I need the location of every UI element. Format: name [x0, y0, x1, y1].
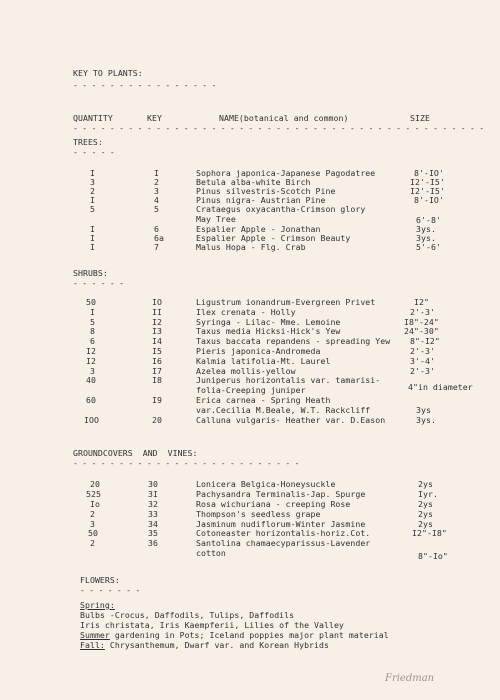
row-qty: 6 [90, 336, 95, 346]
row-size: 2'-3' [410, 307, 435, 317]
row-key: I7 [152, 366, 162, 376]
row-name: Syringa - Lilac- Mme. Lemoine [196, 317, 341, 327]
fall-line [80, 640, 329, 650]
row-name: Kalmia latifolia-Mt. Laurel [196, 356, 331, 366]
groundcovers-heading: GROUNDCOVERS AND VINES: [73, 448, 198, 458]
flowers-underline: - - - - - - - [80, 586, 141, 595]
header-key: KEY [147, 113, 162, 123]
trees-underline: - - - - - [73, 148, 115, 157]
signature: Friedman [385, 673, 435, 684]
row-name: Thompson's seedless grape [196, 509, 321, 519]
row-size: I2'-I5' [410, 186, 445, 196]
row-qty: 8 [90, 326, 95, 336]
header-quantity: QUANTITY [73, 113, 113, 123]
row-key: 6 [154, 224, 159, 234]
header-name: NAME(botanical and common) [219, 113, 349, 123]
row-name: Espalier Apple - Crimson Beauty [196, 233, 351, 243]
row-size: 2ys [418, 479, 433, 489]
row-name: Pieris japonica-Andromeda [196, 346, 321, 356]
row-name: May Tree [196, 214, 236, 224]
row-qty: 5 [90, 204, 95, 214]
row-size: 3ys. [416, 224, 436, 234]
row-name: Lonicera Belgica-Honeysuckle [196, 479, 336, 489]
shrubs-underline: - - - - - - [73, 279, 124, 288]
row-qty: I [90, 233, 95, 243]
row-qty: 2 [90, 538, 95, 548]
row-size: I8"-24" [404, 317, 439, 327]
row-size: 8'-IO' [414, 195, 444, 205]
row-name: Jasminum nudiflorum-Winter Jasmine [196, 519, 366, 529]
row-qty: 2 [90, 509, 95, 519]
row-size: 3ys [416, 405, 431, 415]
row-key: 7 [154, 242, 159, 252]
row-key: I6 [152, 356, 162, 366]
summer-line [80, 630, 389, 640]
row-key: I9 [152, 395, 162, 405]
summer-label: Summer [80, 630, 110, 640]
row-qty: I [90, 168, 95, 178]
row-name: Calluna vulgaris- Heather var. D.Eason [196, 415, 386, 425]
row-qty: 50 [88, 528, 98, 538]
row-key: IO [152, 297, 162, 307]
row-qty: 2 [90, 186, 95, 196]
row-size: 2'-3' [410, 366, 435, 376]
row-size: 8"-Io" [418, 551, 448, 561]
row-name: Betula alba-white Birch [196, 177, 311, 187]
row-name: Sophora japonica-Japanese Pagodatree [196, 168, 376, 178]
spring-line-1: Bulbs -Crocus, Daffodils, Tulips, Daffodils [80, 610, 295, 620]
row-size: I2" [414, 297, 429, 307]
row-key: 5 [154, 204, 159, 214]
row-name: Taxus baccata repandens - spreading Yew [196, 336, 391, 346]
row-key: 33 [148, 509, 158, 519]
row-size: 24"-30" [404, 326, 439, 336]
row-key: 2 [154, 177, 159, 187]
row-key: I [154, 168, 159, 178]
row-key: I5 [152, 346, 162, 356]
row-name: Erica carnea - Spring Heath [196, 395, 331, 405]
row-qty: I [90, 195, 95, 205]
spring-line-2: Iris christata, Iris Kaempferii, Lilies of the Valley [80, 620, 344, 630]
row-qty: 3 [90, 177, 95, 187]
row-key: I3 [152, 326, 162, 336]
row-qty: I [90, 307, 95, 317]
title-underline: - - - - - - - - - - - - - - - - [73, 81, 217, 90]
row-size: 2ys [418, 509, 433, 519]
spring-label: Spring: [80, 600, 115, 610]
row-name: Ligustrum ionandrum-Evergreen Privet [196, 297, 376, 307]
row-size: 2ys [418, 519, 433, 529]
row-size: I2"-I8" [412, 528, 447, 538]
row-size: 3ys. [416, 233, 436, 243]
row-key: 30 [148, 479, 158, 489]
row-name: Ilex crenata - Holly [196, 307, 296, 317]
row-key: I4 [152, 336, 162, 346]
row-name: Santolina chamaecyparissus-Lavender [196, 538, 371, 548]
summer-text: gardening in Pots; Iceland poppies major plant material [109, 630, 389, 640]
flowers-heading: FLOWERS: [80, 575, 120, 585]
row-qty: I [90, 242, 95, 252]
row-name: cotton [196, 548, 226, 558]
row-qty: 50 [86, 297, 96, 307]
row-size: 2ys [418, 499, 433, 509]
row-key: 3I [148, 489, 158, 499]
trees-heading: TREES: [73, 137, 103, 147]
row-size: Iyr. [418, 489, 438, 499]
row-qty: 60 [86, 395, 96, 405]
row-key: 32 [148, 499, 158, 509]
row-qty: 40 [86, 375, 96, 385]
row-name: Crataegus oxyacantha-Crimson glory [196, 204, 366, 214]
row-size: 5'-6' [416, 242, 441, 252]
row-key: 4 [154, 195, 159, 205]
row-size: 3'-4' [410, 356, 435, 366]
row-name: folia-Creeping juniper [196, 385, 306, 395]
row-size: 4"in diameter [408, 382, 473, 392]
row-key: 20 [152, 415, 162, 425]
row-key: II [152, 307, 162, 317]
row-qty: I2 [86, 346, 96, 356]
row-key: 36 [148, 538, 158, 548]
row-key: 34 [148, 519, 158, 529]
row-qty: IOO [84, 415, 99, 425]
row-size: 8"-I2" [410, 336, 440, 346]
row-name: Taxus media Hicksi-Hick's Yew [196, 326, 341, 336]
row-name: Malus Hopa - Flg. Crab [196, 242, 306, 252]
row-name: Rosa wichuriana - creeping Rose [196, 499, 351, 509]
row-qty: I [90, 224, 95, 234]
row-qty: Io [90, 499, 100, 509]
groundcovers-underline: - - - - - - - - - - - - - - - - - - - - - - - - - [73, 459, 300, 468]
header-underline: - - - - - - - - - - - - - - - - - - - - - - - - - - - - - - - - - - - - - - - - - - - - - [73, 124, 484, 133]
row-key: 3 [154, 186, 159, 196]
row-qty: 3 [90, 519, 95, 529]
row-name: Pachysandra Terminalis-Jap. Spurge [196, 489, 366, 499]
row-qty: 20 [90, 479, 100, 489]
header-size: SIZE [410, 113, 430, 123]
row-name: Pinus nigra- Austrian Pine [196, 195, 326, 205]
document-title: KEY TO PLANTS: [73, 68, 143, 78]
row-size: I2'-I5' [410, 177, 445, 187]
row-size: 6'-8' [416, 215, 441, 225]
shrubs-heading: SHRUBS: [73, 268, 108, 278]
row-size: 3ys. [416, 415, 436, 425]
row-name: Espalier Apple - Jonathan [196, 224, 321, 234]
row-size: 2'-3' [410, 346, 435, 356]
row-key: I8 [152, 375, 162, 385]
row-key: 6a [154, 233, 164, 243]
row-key: 35 [148, 528, 158, 538]
row-name: Juniperus horizontalis var. tamarisi- [196, 375, 381, 385]
row-qty: 525 [86, 489, 101, 499]
row-name: var.Cecilia M.Beale, W.T. Rackcliff [196, 405, 371, 415]
row-name: Cotoneaster horizontalis-horiz.Cot. [196, 528, 371, 538]
row-key: I2 [152, 317, 162, 327]
row-qty: 5 [90, 317, 95, 327]
row-name: Pinus silvestris-Scotch Pine [196, 186, 336, 196]
row-qty: 3 [90, 366, 95, 376]
fall-text: Chrysanthemum, Dwarf var. and Korean Hybrids [104, 640, 329, 650]
row-qty: I2 [86, 356, 96, 366]
row-size: 8'-IO' [414, 168, 444, 178]
fall-label: Fall: [80, 640, 105, 650]
row-name: Azelea mollis-yellow [196, 366, 296, 376]
